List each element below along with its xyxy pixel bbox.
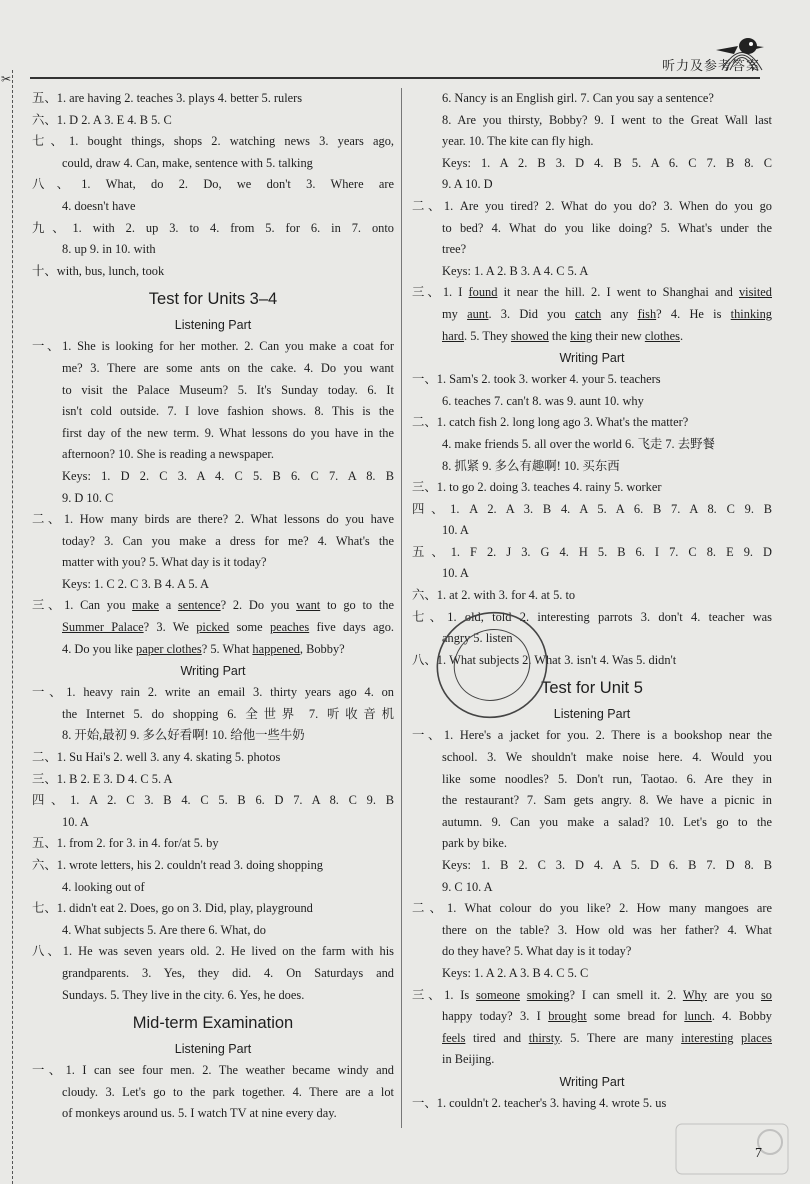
answer-line: 二、1. What colour do you like? 2. How many mangoes are	[412, 901, 772, 916]
answer-line: do they have? 5. What day is it today?	[442, 944, 632, 959]
underlined-answer: hard	[442, 328, 465, 343]
answer-line: school. 3. We shouldn't make noise here. 4. Would you	[442, 750, 772, 765]
underlined-answer: happened	[252, 641, 300, 656]
answer-line: 一、1. Sam's 2. took 3. worker 4. your 5. teachers	[412, 372, 661, 387]
answer-line: 9. D 10. C	[62, 490, 114, 505]
answer-line: 10. A	[62, 814, 89, 829]
underlined-answer: make	[132, 598, 159, 613]
answer-line: 4. looking out of	[62, 879, 145, 894]
answer-line: 五、1. are having 2. teaches 3. plays 4. better 5. rulers	[32, 91, 303, 105]
answer-line: 一、1. heavy rain 2. write an email 3. thirty years ago 4. on	[32, 685, 394, 700]
answer-line: 4. What subjects 5. Are there 6. What, do	[62, 922, 266, 937]
answer-line: tree?	[442, 242, 467, 257]
answer-line: 8. Are you thirsty, Bobby? 9. I went to the Great Wall last	[442, 112, 772, 127]
part-heading: Writing Part	[559, 351, 625, 366]
underlined-answer: someone	[475, 987, 520, 1002]
underlined-answer: paper clothes	[136, 641, 202, 656]
answer-line: to visit the Palace Museum? 5. It's Sunday today. 6. It	[62, 382, 394, 397]
answer-line: angry 5. listen	[442, 631, 513, 646]
underlined-answer: fish	[637, 306, 657, 321]
answer-line: Keys: 1. C 2. C 3. B 4. A 5. A	[62, 576, 209, 591]
answer-line: 三、1. Is someone smoking? I can smell it. 2. Why are you so	[412, 987, 772, 1002]
answer-line: 七、1. bought things, shops 2. watching news 3. years ago,	[32, 134, 394, 149]
answer-line: 10. A	[442, 566, 469, 581]
part-heading: Listening Part	[553, 707, 631, 722]
underlined-answer: visited	[738, 285, 772, 300]
underlined-answer: lunch	[684, 1009, 712, 1024]
underlined-answer: peaches	[269, 620, 310, 635]
answer-line: 4. Do you like paper clothes? 5. What happened, Bobby?	[62, 641, 345, 656]
answer-line: Sundays. 5. They live in the city. 6. Yes, he does.	[62, 987, 305, 1002]
answer-line: happy today? 3. I brought some bread for lunch. 4. Bobby	[442, 1009, 773, 1024]
underlined-answer: aunt	[467, 306, 489, 321]
answer-line: Keys: 1. B 2. C 3. D 4. A 5. D 6. B 7. D 8. B	[442, 858, 772, 872]
answer-line: 二、1. catch fish 2. long long ago 3. What's the matter?	[412, 415, 689, 430]
right-column	[412, 88, 772, 1115]
underlined-answer: sentence	[177, 598, 221, 613]
answer-line: to bed? 4. What do you like doing? 5. What's under the	[442, 220, 772, 235]
underlined-answer: smoking	[526, 987, 570, 1002]
answer-line: grandparents. 3. Yes, they did. 4. On Saturdays and	[62, 965, 394, 980]
answer-line: Keys: 1. D 2. C 3. A 4. C 5. B 6. C 7. A 8. B	[62, 468, 394, 483]
answer-line: 七、1. didn't eat 2. Does, go on 3. Did, play, playground	[32, 901, 313, 916]
answer-line: Summer Palace? 3. We picked some peaches five days ago.	[62, 620, 394, 635]
answer-line: Keys: 1. A 2. B 3. D 4. B 5. A 6. C 7. B 8. C	[442, 155, 772, 170]
answer-line: cloudy. 3. Let's go to the park together. 4. There are a lot	[62, 1084, 394, 1099]
answer-line: 二、1. Are you tired? 2. What do you do? 3. When do you go	[412, 198, 772, 213]
underlined-answer: Summer Palace	[62, 620, 144, 635]
page-number: 7	[755, 1146, 762, 1161]
answer-line: 八、1. What, do 2. Do, we don't 3. Where are	[32, 177, 394, 192]
answer-line: in Beijing.	[442, 1052, 495, 1067]
answer-line: me? 3. There are some ants on the cake. 4. Do you want	[62, 360, 394, 375]
underlined-answer: thinking	[730, 306, 772, 321]
answer-line: 8. 抓紧 9. 多么有趣啊! 10. 买东西	[442, 458, 620, 473]
answer-line: today? 3. Can you make a dress for me? 4. What's the	[62, 533, 394, 548]
answer-line: 6. Nancy is an English girl. 7. Can you say a sentence?	[442, 91, 714, 105]
answer-line: could, draw 4. Can, make, sentence with 5. talking	[62, 155, 313, 170]
scissors-icon: ✂	[1, 72, 12, 86]
answer-line: 三、1. I found it near the hill. 2. I went to Shanghai and visited	[412, 285, 772, 300]
answer-line: 一、1. She is looking for her mother. 2. Can you make a coat for	[32, 339, 394, 354]
site-watermark	[672, 1120, 792, 1178]
answer-line: 8. 开始,最初 9. 多么好看啊! 10. 给他一些牛奶	[62, 728, 305, 743]
answer-line: 七、1. old, told 2. interesting parrots 3. don't 4. teacher was	[412, 609, 772, 624]
answer-line: 4. make friends 5. all over the world 6. 飞走 7. 去野餐	[442, 436, 715, 451]
answer-line: 五、1. F 2. J 3. G 4. H 5. B 6. I 7. C 8. E 9. D	[412, 544, 772, 559]
answer-line: Keys: 1. A 2. B 3. A 4. C 5. A	[442, 263, 589, 278]
underlined-answer: showed	[510, 328, 549, 343]
part-heading: Listening Part	[174, 318, 252, 333]
column-divider	[401, 88, 402, 1128]
answer-line: afternoon? 10. She is reading a newspaper.	[62, 447, 274, 462]
answer-line: like some noodles? 5. Don't run, Taotao. 6. Are they in	[442, 771, 772, 786]
underlined-answer: feels	[442, 1030, 466, 1045]
answer-line: the Internet 5. do shopping 6. 全世界 7. 听收音机	[62, 706, 394, 721]
answer-line: feels tired and thirsty. 5. There are many interesting places	[442, 1030, 772, 1045]
answer-line: 8. up 9. in 10. with	[62, 242, 156, 257]
answer-line: 五、1. from 2. for 3. in 4. for/at 5. by	[32, 836, 219, 851]
answer-line: 9. A 10. D	[442, 177, 493, 192]
answer-line: 10. A	[442, 523, 469, 538]
part-heading: Listening Part	[174, 1042, 252, 1057]
answer-line: first day of the new term. 9. What lessons do you have in the	[62, 425, 394, 440]
answer-line: Keys: 1. A 2. A 3. B 4. C 5. C	[442, 965, 589, 980]
left-column	[32, 88, 394, 1125]
underlined-answer: Why	[682, 987, 707, 1002]
part-heading: Writing Part	[180, 664, 246, 679]
answer-line: 二、1. Su Hai's 2. well 3. any 4. skating 5. photos	[32, 750, 281, 765]
cut-line	[12, 70, 13, 1184]
underlined-answer: want	[296, 598, 321, 613]
answer-line: 九、1. with 2. up 3. to 4. from 5. for 6. in 7. onto	[32, 220, 394, 235]
underlined-answer: so	[760, 987, 772, 1002]
answer-line: 四、1. A 2. C 3. B 4. C 5. B 6. D 7. A 8. C 9. B	[32, 793, 394, 808]
answer-line: 六、1. D 2. A 3. E 4. B 5. C	[32, 112, 172, 127]
answer-line: there on the table? 3. How old was her father? 4. What	[442, 922, 772, 937]
answer-line: 一、1. Here's a jacket for you. 2. There is a bookshop near the	[412, 728, 772, 743]
answer-line: autumn. 9. Can you make a salad? 10. Let's go to the	[442, 814, 772, 829]
answer-line: of monkeys around us. 5. I watch TV at nine every day.	[62, 1106, 337, 1121]
answer-line: 二、1. How many birds are there? 2. What lessons do you have	[32, 512, 394, 527]
answer-line: the restaurant? 7. Sam gets angry. 8. We have a picnic in	[442, 793, 772, 808]
answer-line: year. 10. The kite can fly high.	[442, 134, 594, 149]
answer-line: 4. doesn't have	[62, 198, 136, 213]
underlined-answer: catch	[575, 306, 602, 321]
answer-line: 三、1. to go 2. doing 3. teaches 4. rainy 5. worker	[412, 480, 662, 495]
answer-line: 六、1. wrote letters, his 2. couldn't read 3. doing shopping	[32, 858, 323, 872]
underlined-answer: interesting	[681, 1030, 734, 1045]
bird-mascot-icon	[712, 30, 772, 76]
part-heading: Writing Part	[559, 1074, 625, 1089]
answer-line: 一、1. I can see four men. 2. The weather became windy and	[32, 1063, 394, 1078]
ink-stamp	[430, 605, 560, 725]
section-title: Test for Units 3–4	[148, 290, 278, 309]
underlined-answer: clothes	[644, 328, 680, 343]
answer-line: my aunt. 3. Did you catch any fish? 4. He is thinking	[442, 306, 772, 321]
section-title: Mid-term Examination	[132, 1014, 294, 1033]
underlined-answer: found	[468, 285, 498, 300]
answer-line: matter with you? 5. What day is it today?	[62, 555, 267, 570]
answer-line: 十、with, bus, lunch, took	[32, 263, 165, 278]
underlined-answer: places	[741, 1030, 772, 1045]
answer-line: 八、1. He was seven years old. 2. He lived on the farm with his	[32, 944, 394, 959]
answer-line: 三、1. Can you make a sentence? 2. Do you want to go to the	[32, 598, 394, 613]
answer-line: isn't cold outside. 7. I love fashion shows. 8. This is the	[62, 404, 394, 419]
underlined-answer: thirsty	[528, 1030, 560, 1045]
header-title: 听力及参考答案	[661, 59, 760, 74]
answer-line: 6. teaches 7. can't 8. was 9. aunt 10. why	[442, 393, 644, 408]
answer-line: 六、1. at 2. with 3. for 4. at 5. to	[412, 588, 576, 603]
page-header	[30, 55, 760, 79]
underlined-answer: picked	[196, 620, 230, 635]
answer-line: hard. 5. They showed the king their new clothes.	[442, 328, 684, 343]
answer-line: 四、1. A 2. A 3. B 4. A 5. A 6. B 7. A 8. C 9. B	[412, 501, 772, 516]
answer-line: 八、1. What subjects 2. What 3. isn't 4. Was 5. didn't	[412, 652, 677, 667]
underlined-answer: brought	[548, 1009, 587, 1024]
underlined-answer: king	[570, 328, 593, 343]
section-title: Test for Unit 5	[541, 679, 643, 698]
answer-line: 一、1. couldn't 2. teacher's 3. having 4. wrote 5. us	[412, 1095, 667, 1110]
answer-line: 三、1. B 2. E 3. D 4. C 5. A	[32, 771, 173, 786]
answer-line: park by bike.	[442, 836, 508, 851]
answer-line: 9. C 10. A	[442, 879, 493, 894]
